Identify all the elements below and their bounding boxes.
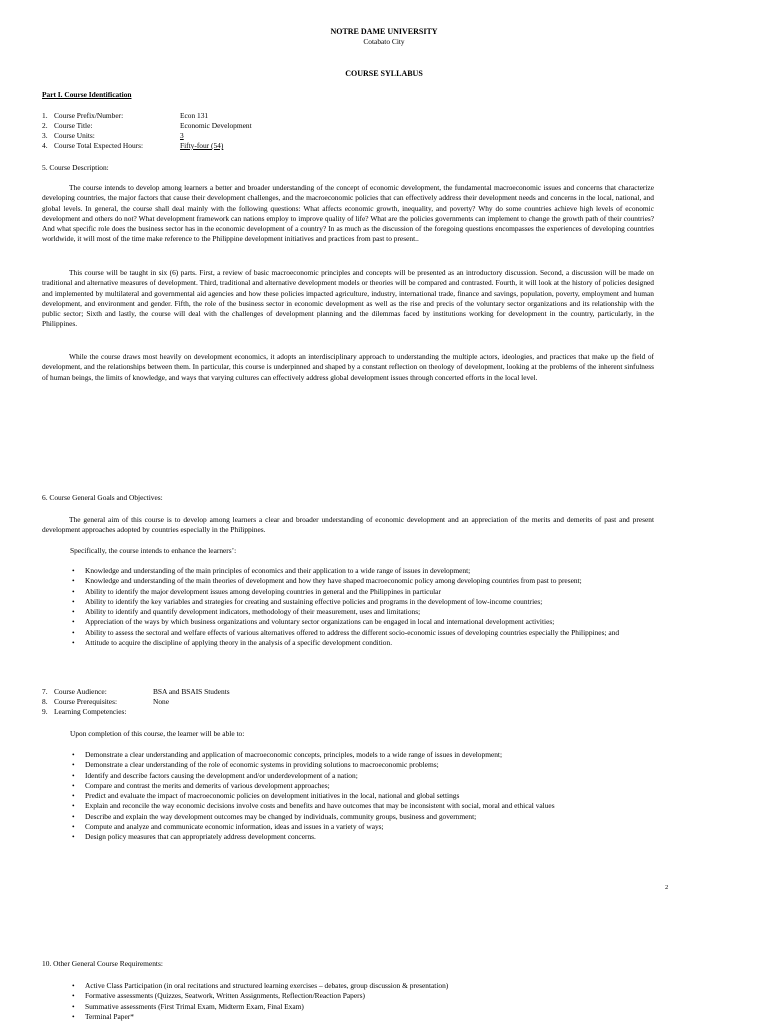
course-title-row: 2. Course Title: <box>42 121 93 130</box>
course-units-row: 3. Course Units: <box>42 131 95 140</box>
university-name: NOTRE DAME UNIVERSITY <box>330 27 438 36</box>
learning-competencies-row: 9. Learning Competencies: <box>42 707 127 716</box>
list-item: • Predict and evaluate the impact of macroeconomic policies on development initiatives in the local, national and global settings <box>72 791 662 801</box>
goals-specific-intro: Specifically, the course intends to enhance the learners’: <box>70 546 237 555</box>
list-item: • Demonstrate a clear understanding and application of macroeconomic concepts, principles, models to a wide range of issues in development; <box>72 750 662 760</box>
list-item: • Design policy measures that can appropriately address development concerns. <box>72 832 662 842</box>
course-prefix-value: Econ 131 <box>180 111 209 120</box>
description-heading: 5. Course Description: <box>42 163 109 172</box>
course-hours-row: 4. Course Total Expected Hours: <box>42 141 144 150</box>
course-prefix-row: 1. Course Prefix/Number: <box>42 111 124 120</box>
university-city: Cotabato City <box>363 37 405 46</box>
course-title-value: Economic Development <box>180 121 252 130</box>
course-prerequisites-row: 8. Course Prerequisites: <box>42 697 118 706</box>
course-audience-row: 7. Course Audience: <box>42 687 107 696</box>
list-item: • Compute and analyze and communicate economic information, ideas and issues in a variety of ways; <box>72 822 662 832</box>
page-number: 2 <box>665 884 669 891</box>
course-audience-value: BSA and BSAIS Students <box>153 687 230 696</box>
goals-list <box>72 566 662 648</box>
list-item: • Appreciation of the ways by which business organizations and voluntary sector organizations can be engaged in local and international development activities; <box>72 617 662 627</box>
list-item: • Attitude to acquire the discipline of applying theory in the analysis of a specific development condition. <box>72 638 662 648</box>
list-item: • Formative assessments (Quizzes, Seatwork, Written Assignments, Reflection/Reaction Papers) <box>72 991 662 1001</box>
list-item: • Knowledge and understanding of the main principles of economics and their application to a wide range of issues in development; <box>72 566 662 576</box>
list-item: • Knowledge and understanding of the main theories of development and how they have shaped macroeconomic policy among developing countries from past to present; <box>72 576 662 586</box>
list-item: • Ability to assess the sectoral and welfare effects of various alternatives offered to address the different socio-economic issues of developing countries especially the Philippines; and <box>72 628 662 638</box>
part1-heading: Part I. Course Identification <box>42 90 132 99</box>
list-item: • Compare and contrast the merits and demerits of various development approaches; <box>72 781 662 791</box>
list-item: • Ability to identify and quantify development indicators, methodology of their measurement, uses and limitations; <box>72 607 662 617</box>
list-item: • Explain and reconcile the way economic decisions involve costs and benefits and have outcomes that may be inconsistent with social, moral and ethical values <box>72 801 662 811</box>
list-item: • Ability to identify the major development issues among developing countries in general and the Philippines in particular <box>72 587 662 597</box>
list-item: • Ability to identify the key variables and strategies for creating and sustaining effective policies and programs in the development of low-income countries; <box>72 597 662 607</box>
course-units-value: 3 <box>180 131 184 140</box>
description-paragraph-1: The course intends to develop among learners a better and broader understanding of the concept of economic development, the fundamental macroeconomic issues and concerns that characterize developing countries, the major factors that cause their development challenges, and the macroeconomic policies that can effectively address their development needs and concerns in the local, national, and global levels. In general, the course shall deal mainly with the following questions: What affects economic growth, inequality, and poverty? Why do some countries achieve high levels of economic development and others do not? What development framework can nations employ to improve quality of life? What are the policies governments can implement to change the growth path of their countries? And what specific role does the business sector has in the economic development of a country? In as much as the discussion of the foregoing questions encompasses the experiences of developing countries worldwide, it will most of the time make reference to the Philippine development initiatives and practices from past to present.. <box>42 183 654 244</box>
list-item: • Identify and describe factors causing the development and/or underdevelopment of a nation; <box>72 771 662 781</box>
description-paragraph-3: While the course draws most heavily on development economics, it adopts an interdisciplinary approach to understanding the multiple actors, ideologies, and practices that make up the field of development, and the relationships between them. In particular, this course is underpinned and shaped by a constant reflection on theology of development, looking at the problems of the inherent sinfulness of human beings, the limits of knowledge, and ways that varying cultures can effectively address global development issues through concerted efforts in the local level. <box>42 352 654 382</box>
list-item: • Demonstrate a clear understanding of the role of economic systems in providing solutions to macroeconomic problems; <box>72 760 662 770</box>
course-prerequisites-value: None <box>153 697 170 706</box>
competencies-intro: Upon completion of this course, the learner will be able to: <box>70 729 245 738</box>
goals-intro: The general aim of this course is to develop among learners a clear and broader understanding of economic development and an appreciation of the merits and demerits of past and present development approaches adopted by countries especially in the Philippines. <box>42 515 654 535</box>
requirements-heading: 10. Other General Course Requirements: <box>42 959 163 968</box>
competencies-list <box>72 750 662 843</box>
list-item: • Terminal Paper* <box>72 1012 662 1022</box>
course-hours-value: Fifty-four (54) <box>180 141 224 150</box>
requirements-list <box>72 981 662 1022</box>
list-item: • Describe and explain the way development outcomes may be changed by individuals, community groups, business and government; <box>72 812 662 822</box>
list-item: • Active Class Participation (in oral recitations and structured learning exercises – debates, group discussion & presentation) <box>72 981 662 991</box>
list-item: • Summative assessments (First Trimal Exam, Midterm Exam, Final Exam) <box>72 1002 662 1012</box>
document-title: COURSE SYLLABUS <box>345 69 423 78</box>
description-paragraph-2: This course will be taught in six (6) parts. First, a review of basic macroeconomic principles and concepts will be presented as an introductory discussion. Second, a discussion will be made on traditional and alternative measures of development. Third, traditional and alternative development models or theories will be compared and contrasted. Fourth, it will look at the history of policies designed and implemented by multilateral and governmental aid agencies and how these policies impacted agriculture, industry, international trade, finance and savings, population, poverty, employment and human development, and environment and gender. Fifth, the role of the business sector in economic development as well as the rise and precis of the voluntary sector organizations and its relationship with the public sector; Sixth and lastly, the course will deal with the challenges of development planning and the dilemmas faced by institutions working for development in the country, particularly, in the Philippines. <box>42 268 654 329</box>
goals-heading: 6. Course General Goals and Objectives: <box>42 493 163 502</box>
